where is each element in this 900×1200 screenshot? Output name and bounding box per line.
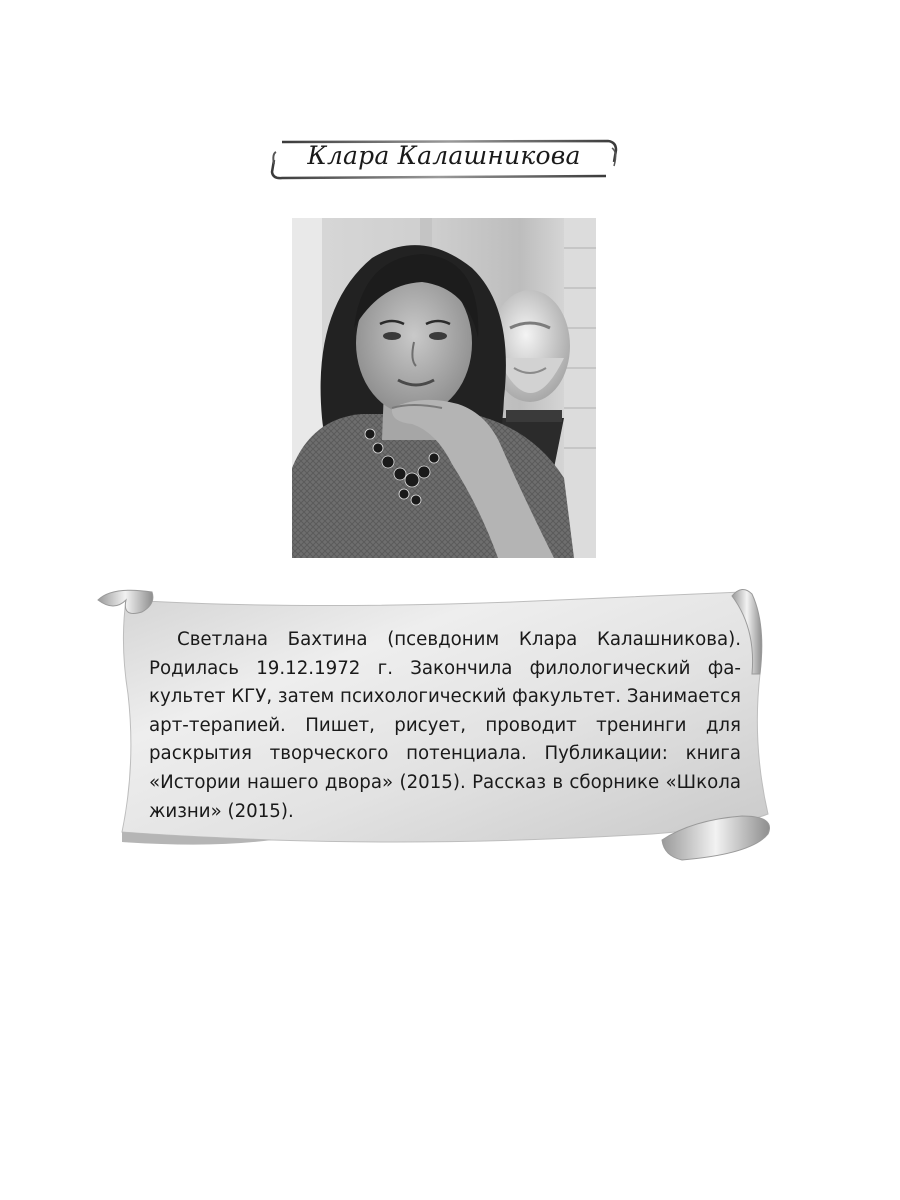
author-name-banner bbox=[268, 138, 620, 182]
author-bio: Светлана Бахтина (псевдоним Клара Калашникова). Родилась 19.12.1972 г. Закончила филологический факультет КГУ, затем психологический факультет. Занимается арт-терапией. Пишет, рисует, проводит тренинги для раскрытия творческого потенциала. Публикации: книга «Истории нашего двора» (2015). Рассказ в сборнике «Школа жизни» (2015). bbox=[149, 629, 741, 822]
portrait-image bbox=[292, 218, 596, 558]
author-portrait bbox=[292, 218, 596, 558]
author-name: Клара Калашникова bbox=[307, 141, 581, 170]
